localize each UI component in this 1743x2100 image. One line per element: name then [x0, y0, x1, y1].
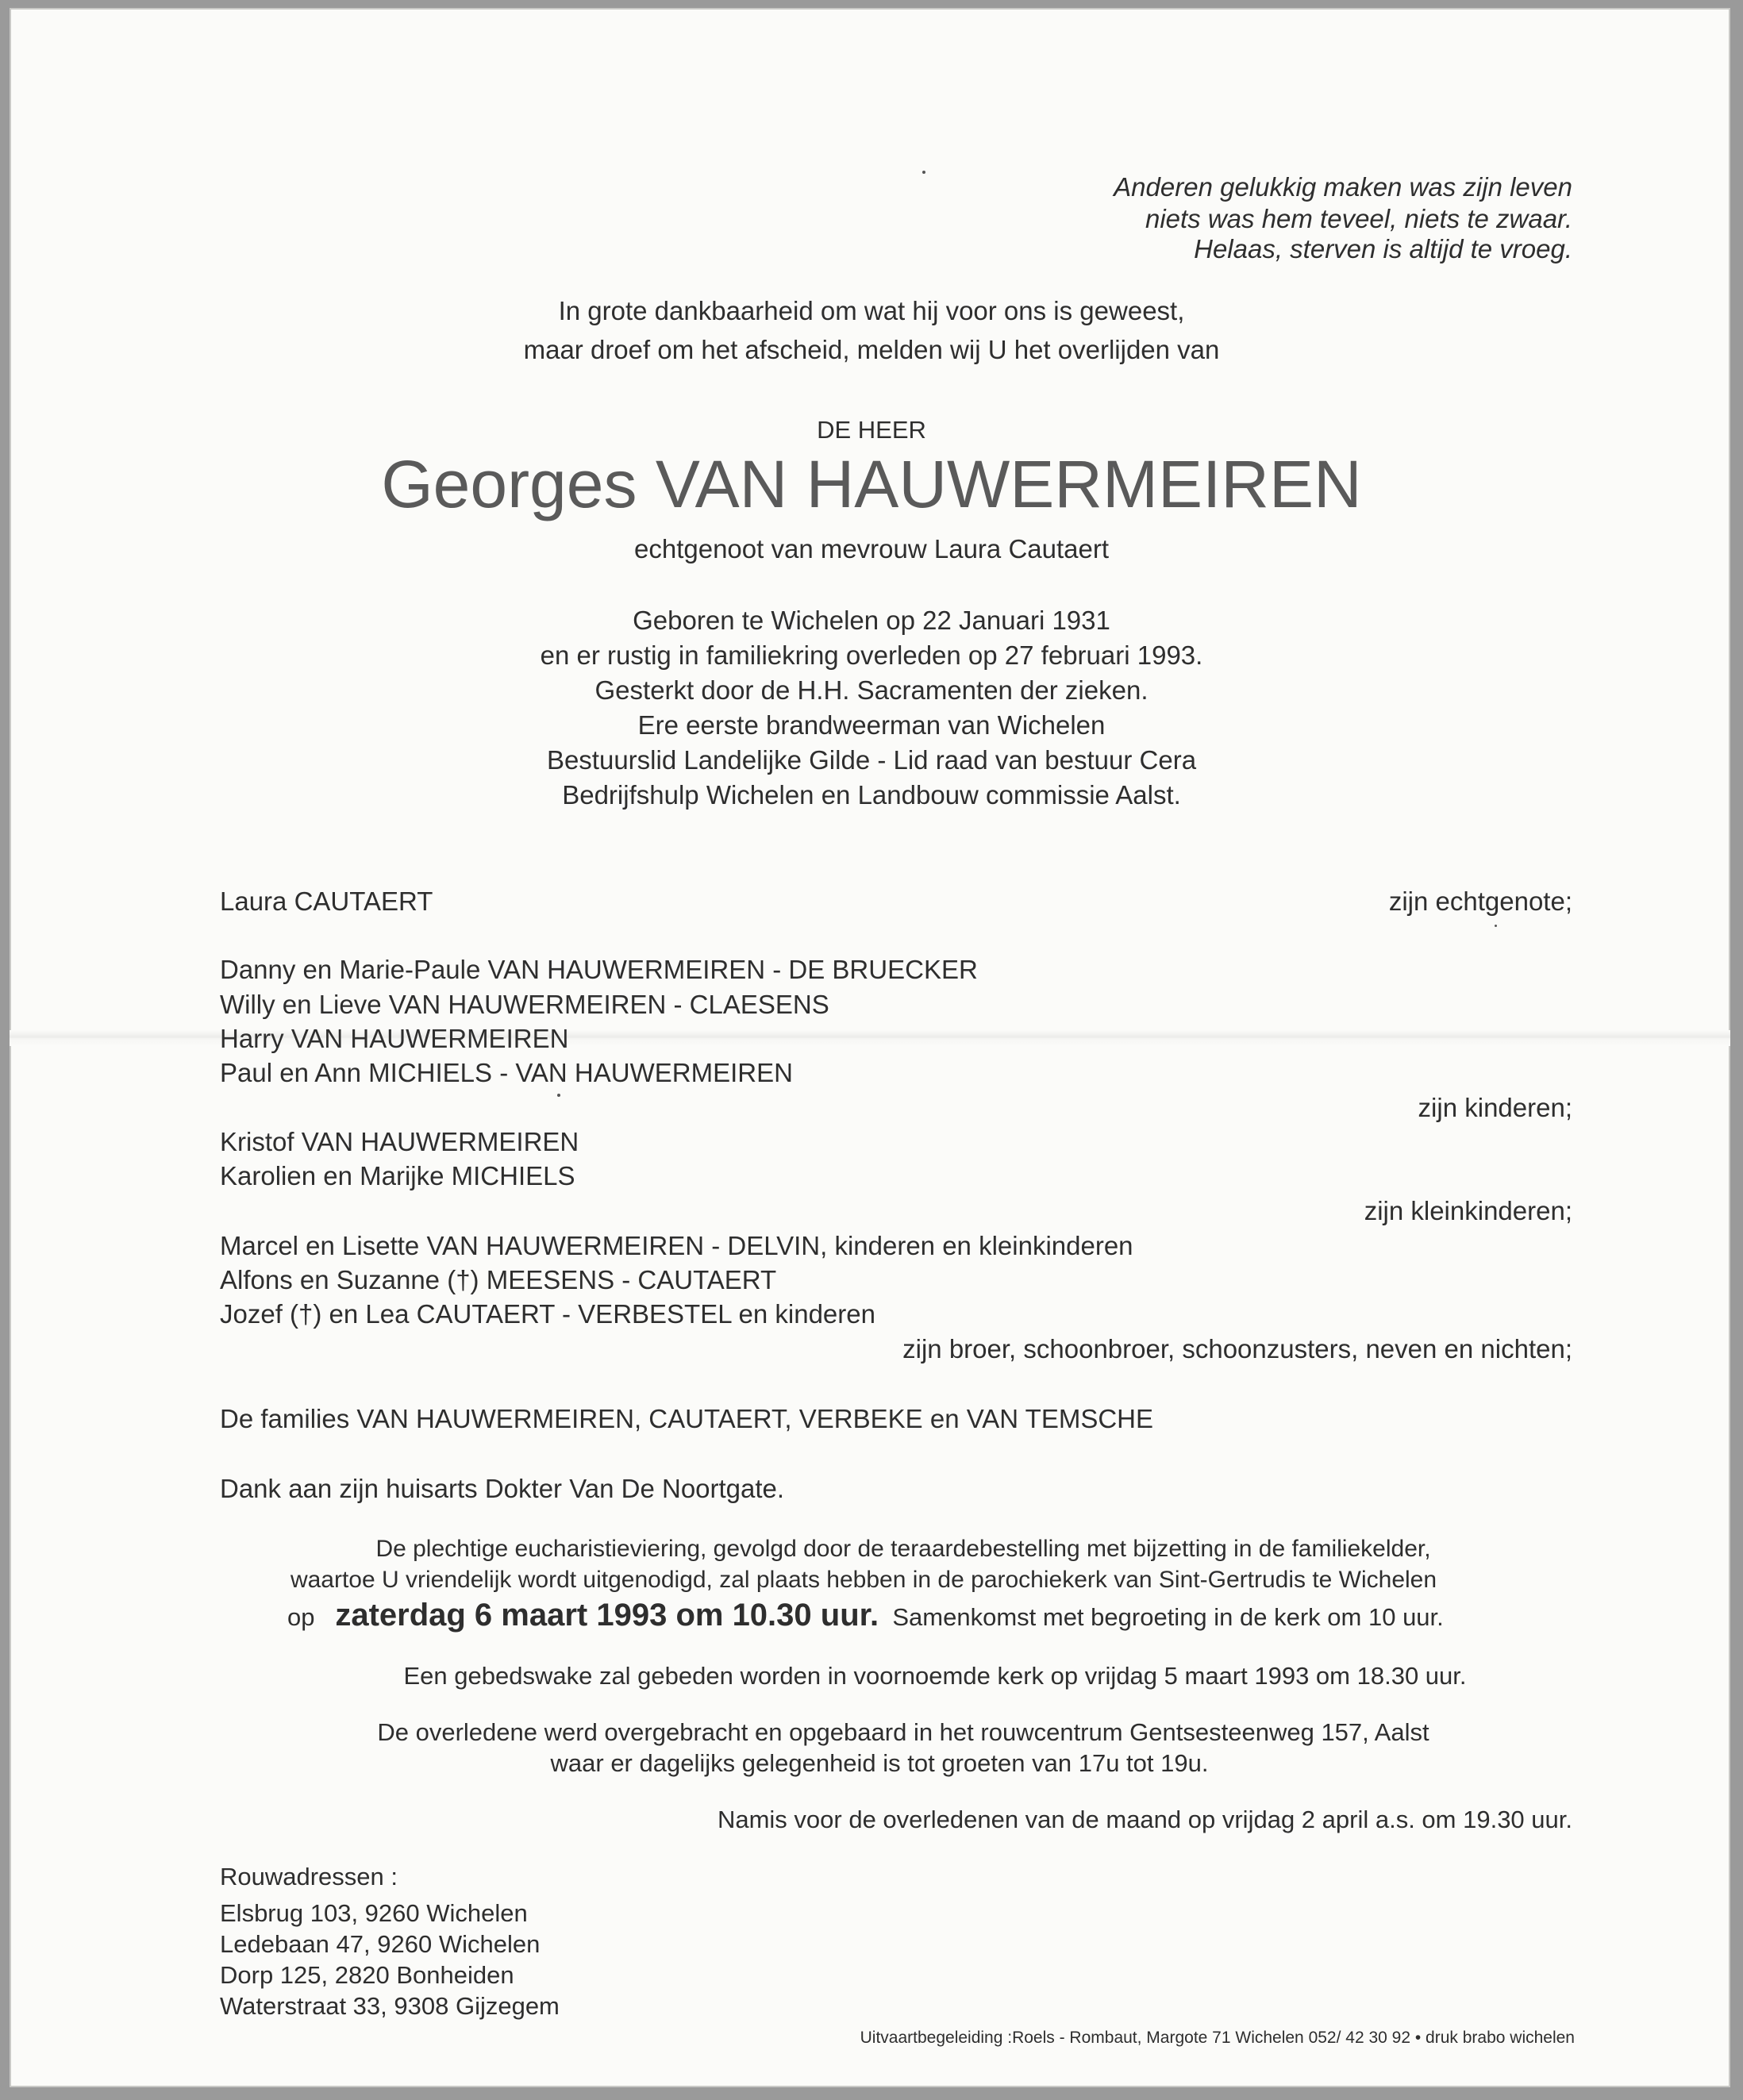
bio-line: en er rustig in familiekring overleden op 27 februari 1993. — [540, 640, 1203, 670]
wake-line: Een gebedswake zal gebeden worden in voornoemde kerk op vrijdag 5 maart 1993 om 18.30 uur. — [403, 1662, 1467, 1690]
spouse-role: zijn echtgenote; — [1388, 887, 1572, 916]
ceremony-line: De plechtige eucharistieviering, gevolgd door de teraardebestelling met bijzetting in de familiekelder, — [375, 1536, 1431, 1562]
grandchild-line: Karolien en Marijke MICHIELS — [220, 1161, 575, 1190]
child-line: Willy en Lieve VAN HAUWERMEIREN - CLAESENS — [220, 990, 829, 1019]
address-line: Dorp 125, 2820 Bonheiden — [220, 1961, 514, 1989]
mass-line: Namis voor de overledenen van de maand op vrijdag 2 april a.s. om 19.30 uur. — [717, 1806, 1572, 1833]
grandchildren-role: zijn kleinkinderen; — [1364, 1196, 1572, 1225]
spouse-name: Laura CAUTAERT — [220, 887, 433, 916]
deceased-name: Georges VAN HAUWERMEIREN — [381, 447, 1362, 521]
motto-line: niets was hem teveel, niets te zwaar. — [1145, 204, 1572, 233]
sibling-line: Marcel en Lisette VAN HAUWERMEIREN - DELVIN, kinderen en kleinkinderen — [220, 1231, 1133, 1260]
child-line: Danny en Marie-Paule VAN HAUWERMEIREN - DE BRUECKER — [220, 955, 978, 984]
speck — [922, 171, 925, 174]
sibling-line: Jozef (†) en Lea CAUTAERT - VERBESTEL en kinderen — [220, 1299, 875, 1329]
address-line: Ledebaan 47, 9260 Wichelen — [220, 1930, 541, 1958]
ceremony-post: Samenkomst met begroeting in de kerk om 10 uur. — [892, 1603, 1444, 1631]
spouse-line: echtgenoot van mevrouw Laura Cautaert — [633, 534, 1110, 563]
footer-printer: Uitvaartbegeleiding :Roels - Rombaut, Margote 71 Wichelen 052/ 42 30 92 • druk brabo wichelen — [860, 2029, 1575, 2047]
thanks-line: Dank aan zijn huisarts Dokter Van De Noortgate. — [220, 1474, 785, 1503]
siblings-role: zijn broer, schoonbroer, schoonzusters, neven en nichten; — [902, 1334, 1572, 1363]
families-line: De families VAN HAUWERMEIREN, CAUTAERT, VERBEKE en VAN TEMSCHE — [220, 1404, 1154, 1433]
child-line: Paul en Ann MICHIELS - VAN HAUWERMEIREN — [220, 1058, 793, 1087]
intro-line: maar droef om het afscheid, melden wij U het overlijden van — [523, 335, 1220, 364]
children-role: zijn kinderen; — [1418, 1093, 1572, 1122]
intro-line: In grote dankbaarheid om wat hij voor ons is geweest, — [558, 296, 1185, 325]
grandchild-line: Kristof VAN HAUWERMEIREN — [220, 1127, 579, 1156]
repose-line: waar er dagelijks gelegenheid is tot groeten van 17u tot 19u. — [550, 1749, 1209, 1777]
bio-line: Bedrijfshulp Wichelen en Landbouw commissie Aalst. — [562, 780, 1181, 810]
addresses-heading: Rouwadressen : — [220, 1863, 398, 1890]
speck — [1495, 925, 1497, 927]
bio-line: Bestuurslid Landelijke Gilde - Lid raad van bestuur Cera — [546, 745, 1197, 775]
ceremony-line: waartoe U vriendelijk wordt uitgenodigd, zal plaats hebben in de parochiekerk van Sint-Gertrudis te Wichelen — [290, 1567, 1437, 1593]
child-line: Harry VAN HAUWERMEIREN — [220, 1024, 569, 1053]
title-prefix: DE HEER — [817, 416, 926, 444]
address-line: Waterstraat 33, 9308 Gijzegem — [220, 1992, 560, 2020]
address-line: Elsbrug 103, 9260 Wichelen — [220, 1899, 528, 1927]
motto-line: Helaas, sterven is altijd te vroeg. — [1194, 234, 1572, 263]
ceremony-pre: op — [287, 1603, 315, 1631]
bio-line: Geboren te Wichelen op 22 Januari 1931 — [633, 606, 1110, 635]
speck — [557, 1094, 560, 1097]
ceremony-date: zaterdag 6 maart 1993 om 10.30 uur. — [335, 1598, 879, 1633]
bio-line: Gesterkt door de H.H. Sacramenten der zieken. — [594, 675, 1149, 705]
motto-line: Anderen gelukkig maken was zijn leven — [1114, 172, 1572, 202]
bio-line: Ere eerste brandweerman van Wichelen — [637, 710, 1106, 740]
repose-line: De overledene werd overgebracht en opgebaard in het rouwcentrum Gentsesteenweg 157, Aalst — [377, 1718, 1429, 1746]
sibling-line: Alfons en Suzanne (†) MEESENS - CAUTAERT — [220, 1265, 777, 1294]
ceremony-date-line — [287, 1599, 1444, 1633]
